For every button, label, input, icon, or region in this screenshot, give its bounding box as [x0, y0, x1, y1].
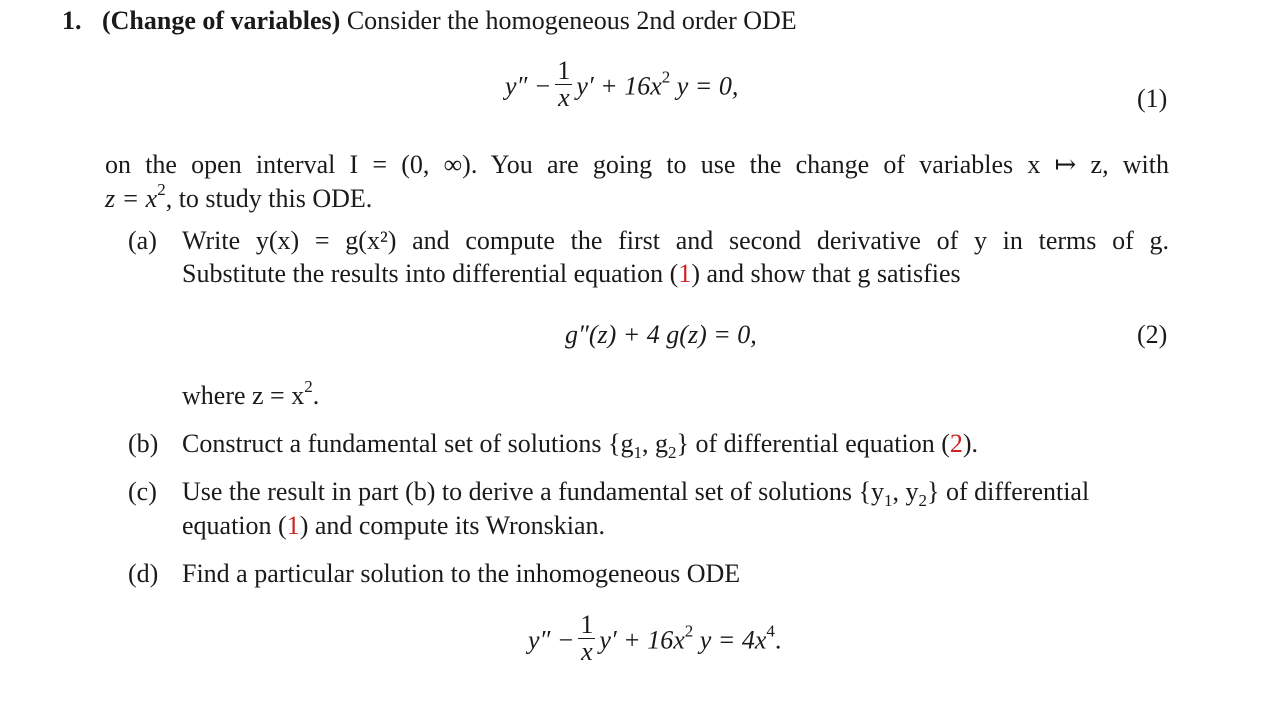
part-d-text: Find a particular solution to the inhomogeneous ODE	[182, 559, 741, 588]
eq1-rhs: y′ + 16x	[576, 71, 662, 101]
part-a-label: (a)	[128, 226, 157, 255]
equation-ref-1[interactable]: 1	[678, 259, 692, 288]
equation-2-label: (2)	[1137, 320, 1168, 349]
equation-1: y″ − $\frac{1}{x}$ $y' + 16x^2$ y = 0,	[505, 56, 739, 112]
eq1-fraction: $\frac{1}{x}$	[557, 56, 571, 112]
part-c-line-2: equation (1) and compute its Wronskian.	[182, 511, 606, 540]
problem-title: (Change of variables)	[102, 6, 341, 35]
equation-ref-1[interactable]: 1	[286, 511, 300, 540]
part-b-text: Construct a fundamental set of solutions {$g_1$, $g_2$} of differential equation (2).	[182, 429, 979, 462]
paragraph-line-2: $z = x^2$, to study this ODE.	[105, 180, 373, 213]
equation-ref-2[interactable]: 2	[949, 429, 963, 458]
part-c-label: (c)	[128, 477, 157, 506]
equation-inhomogeneous: y″ − $\frac{1}{x}$ $y' + 16x^2$ $y = 4x^4$.	[528, 610, 782, 666]
problem-number: 1.	[62, 6, 82, 35]
eq1-tail: y = 0,	[670, 71, 739, 101]
problem-intro: Consider the homogeneous 2nd order ODE	[346, 6, 797, 35]
equation-1-label: (1)	[1137, 84, 1168, 113]
paragraph-line-1: on the open interval I = (0, ∞). You are going to use the change of variables x ↦ z, with	[105, 150, 1169, 179]
equation-2: g″(z) + 4 g(z) = 0,	[565, 320, 757, 349]
eq3-fraction: $\frac{1}{x}$	[580, 610, 594, 666]
part-a-line-1: Write y(x) = g(x²) and compute the first and second derivative of y in terms of g.	[182, 226, 1169, 255]
part-a-where: where $z = x^2$.	[182, 377, 320, 410]
part-a-line-2: Substitute the results into differential equation (1) and show that g satisfies	[182, 259, 961, 288]
part-c-line-1: Use the result in part (b) to derive a fundamental set of solutions {$y_1$, $y_2$} of differential	[182, 477, 1090, 510]
part-b-label: (b)	[128, 429, 159, 458]
problem-heading	[62, 6, 797, 36]
part-d-label: (d)	[128, 559, 159, 588]
eq1-lhs: y″ −	[505, 71, 552, 101]
